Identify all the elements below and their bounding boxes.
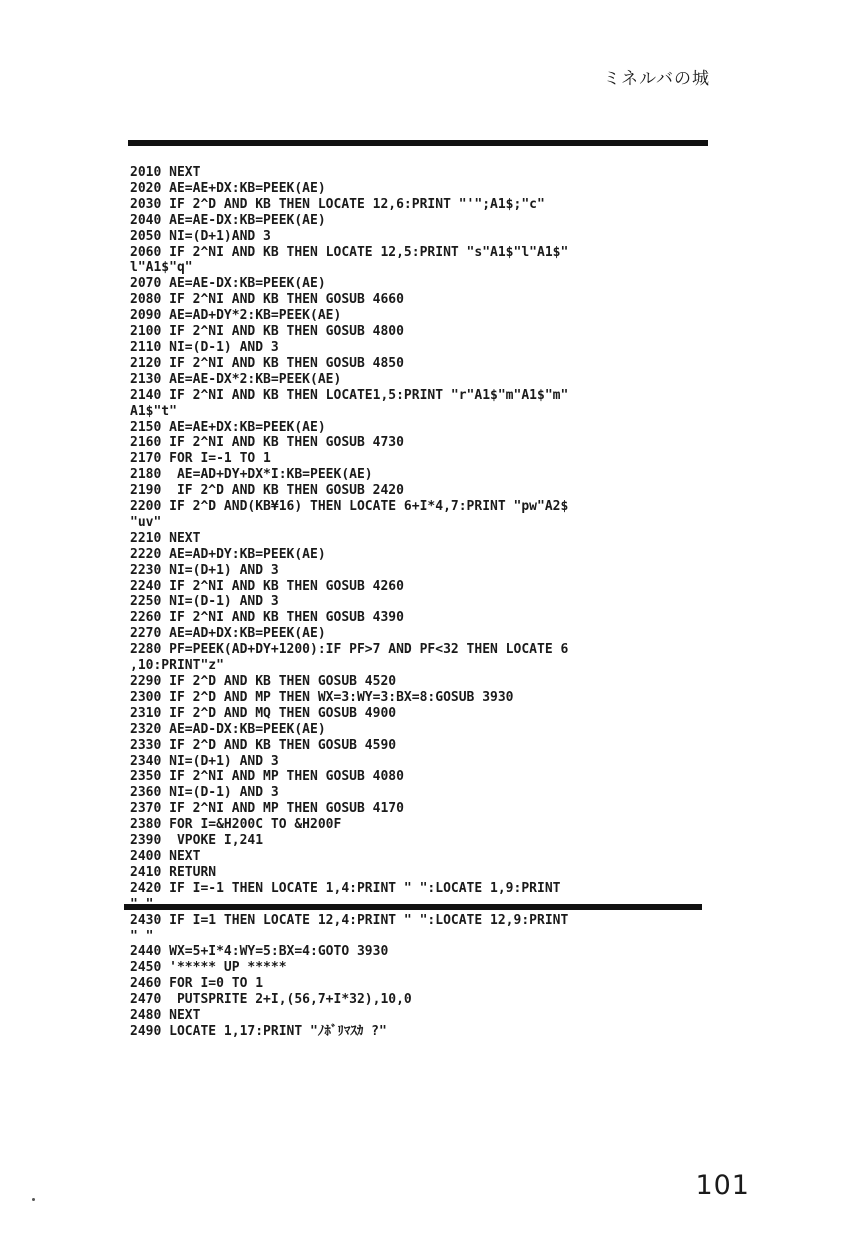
code-line: 2400 NEXT [130, 848, 201, 864]
code-line: 2010 NEXT [130, 165, 201, 180]
code-line: 2360 NI=(D-1) AND 3 [130, 785, 279, 801]
code-line: l"A1$"q" [130, 260, 193, 276]
page-number: 101 [695, 1170, 750, 1201]
code-line: " " [130, 928, 154, 944]
code-line: 2280 PF=PEEK(AD+DY+1200):IF PF>7 AND PF<32 THEN LOCATE 6 [130, 642, 569, 658]
code-line: 2440 WX=5+I*4:WY=5:BX=4:GOTO 3930 [130, 944, 389, 960]
code-line: 2430 IF I=1 THEN LOCATE 12,4:PRINT " ":LOCATE 12,9:PRINT [130, 912, 569, 928]
running-header-title: ミネルバの城 [603, 69, 710, 89]
code-line: 2050 NI=(D+1)AND 3 [130, 228, 271, 244]
code-line: 2260 IF 2^NI AND KB THEN GOSUB 4390 [130, 610, 404, 626]
scan-speck [32, 1198, 35, 1201]
code-line: 2350 IF 2^NI AND MP THEN GOSUB 4080 [130, 769, 404, 785]
code-line: 2200 IF 2^D AND(KB¥16) THEN LOCATE 6+I*4,7:PRINT "pw"A2$ [130, 499, 569, 515]
code-line: 2420 IF I=-1 THEN LOCATE 1,4:PRINT " ":LOCATE 1,9:PRINT [130, 880, 561, 896]
code-line: 2220 AE=AD+DY:KB=PEEK(AE) [130, 546, 326, 562]
code-line: 2180 AE=AD+DY+DX*I:KB=PEEK(AE) [130, 467, 373, 483]
code-line: 2370 IF 2^NI AND MP THEN GOSUB 4170 [130, 801, 404, 817]
code-line: ,10:PRINT"z" [130, 658, 224, 674]
code-line: 2100 IF 2^NI AND KB THEN GOSUB 4800 [130, 324, 404, 340]
code-line: 2160 IF 2^NI AND KB THEN GOSUB 4730 [130, 435, 404, 451]
code-line: 2490 LOCATE 1,17:PRINT "ﾉﾎﾞﾘﾏｽｶ ?" [130, 1023, 387, 1039]
code-line: 2170 FOR I=-1 TO 1 [130, 451, 271, 467]
code-line: 2310 IF 2^D AND MQ THEN GOSUB 4900 [130, 705, 397, 721]
code-line: 2270 AE=AD+DX:KB=PEEK(AE) [130, 626, 326, 642]
code-line: 2230 NI=(D+1) AND 3 [130, 562, 279, 578]
code-line: 2330 IF 2^D AND KB THEN GOSUB 4590 [130, 737, 397, 753]
code-line: 2450 '***** UP ***** [130, 960, 287, 976]
code-line: 2150 AE=AE+DX:KB=PEEK(AE) [130, 419, 326, 435]
code-line: A1$"t" [130, 403, 177, 419]
code-line: 2250 NI=(D-1) AND 3 [130, 594, 279, 610]
code-line: 2080 IF 2^NI AND KB THEN GOSUB 4660 [130, 292, 404, 308]
code-line: 2390 VPOKE I,241 [130, 833, 264, 849]
code-line: "uv" [130, 514, 162, 530]
code-line: 2190 IF 2^D AND KB THEN GOSUB 2420 [130, 483, 404, 499]
code-line: 2120 IF 2^NI AND KB THEN GOSUB 4850 [130, 355, 404, 371]
code-line: 2110 NI=(D-1) AND 3 [130, 339, 279, 355]
code-line: 2480 NEXT [130, 1008, 201, 1024]
bottom-rule [124, 904, 702, 910]
code-line: 2030 IF 2^D AND KB THEN LOCATE 12,6:PRINT "'";A1$;"c" [130, 196, 545, 212]
code-line: 2380 FOR I=&H200C TO &H200F [130, 817, 342, 833]
code-line: 2240 IF 2^NI AND KB THEN GOSUB 4260 [130, 578, 404, 594]
code-line: 2410 RETURN [130, 864, 217, 880]
code-line: 2290 IF 2^D AND KB THEN GOSUB 4520 [130, 674, 397, 689]
code-line: 2210 NEXT [130, 530, 201, 546]
top-rule [128, 140, 708, 146]
code-line: 2020 AE=AE+DX:KB=PEEK(AE) [130, 180, 326, 196]
code-line: 2060 IF 2^NI AND KB THEN LOCATE 12,5:PRINT "s"A1$"l"A1$" [130, 244, 569, 260]
code-line: 2460 FOR I=0 TO 1 [130, 976, 264, 992]
code-line: 2340 NI=(D+1) AND 3 [130, 753, 279, 769]
code-line: 2470 PUTSPRITE 2+I,(56,7+I*32),10,0 [130, 992, 412, 1008]
code-line: 2140 IF 2^NI AND KB THEN LOCATE1,5:PRINT "r"A1$"m"A1$"m" [130, 387, 569, 403]
code-line: 2040 AE=AE-DX:KB=PEEK(AE) [130, 212, 326, 228]
code-line: 2320 AE=AD-DX:KB=PEEK(AE) [130, 721, 326, 737]
code-line: 2070 AE=AE-DX:KB=PEEK(AE) [130, 276, 326, 292]
code-line: 2300 IF 2^D AND MP THEN WX=3:WY=3:BX=8:GOSUB 3930 [130, 689, 514, 705]
code-line: 2090 AE=AD+DY*2:KB=PEEK(AE) [130, 308, 342, 324]
code-line: 2130 AE=AE-DX*2:KB=PEEK(AE) [130, 371, 342, 387]
